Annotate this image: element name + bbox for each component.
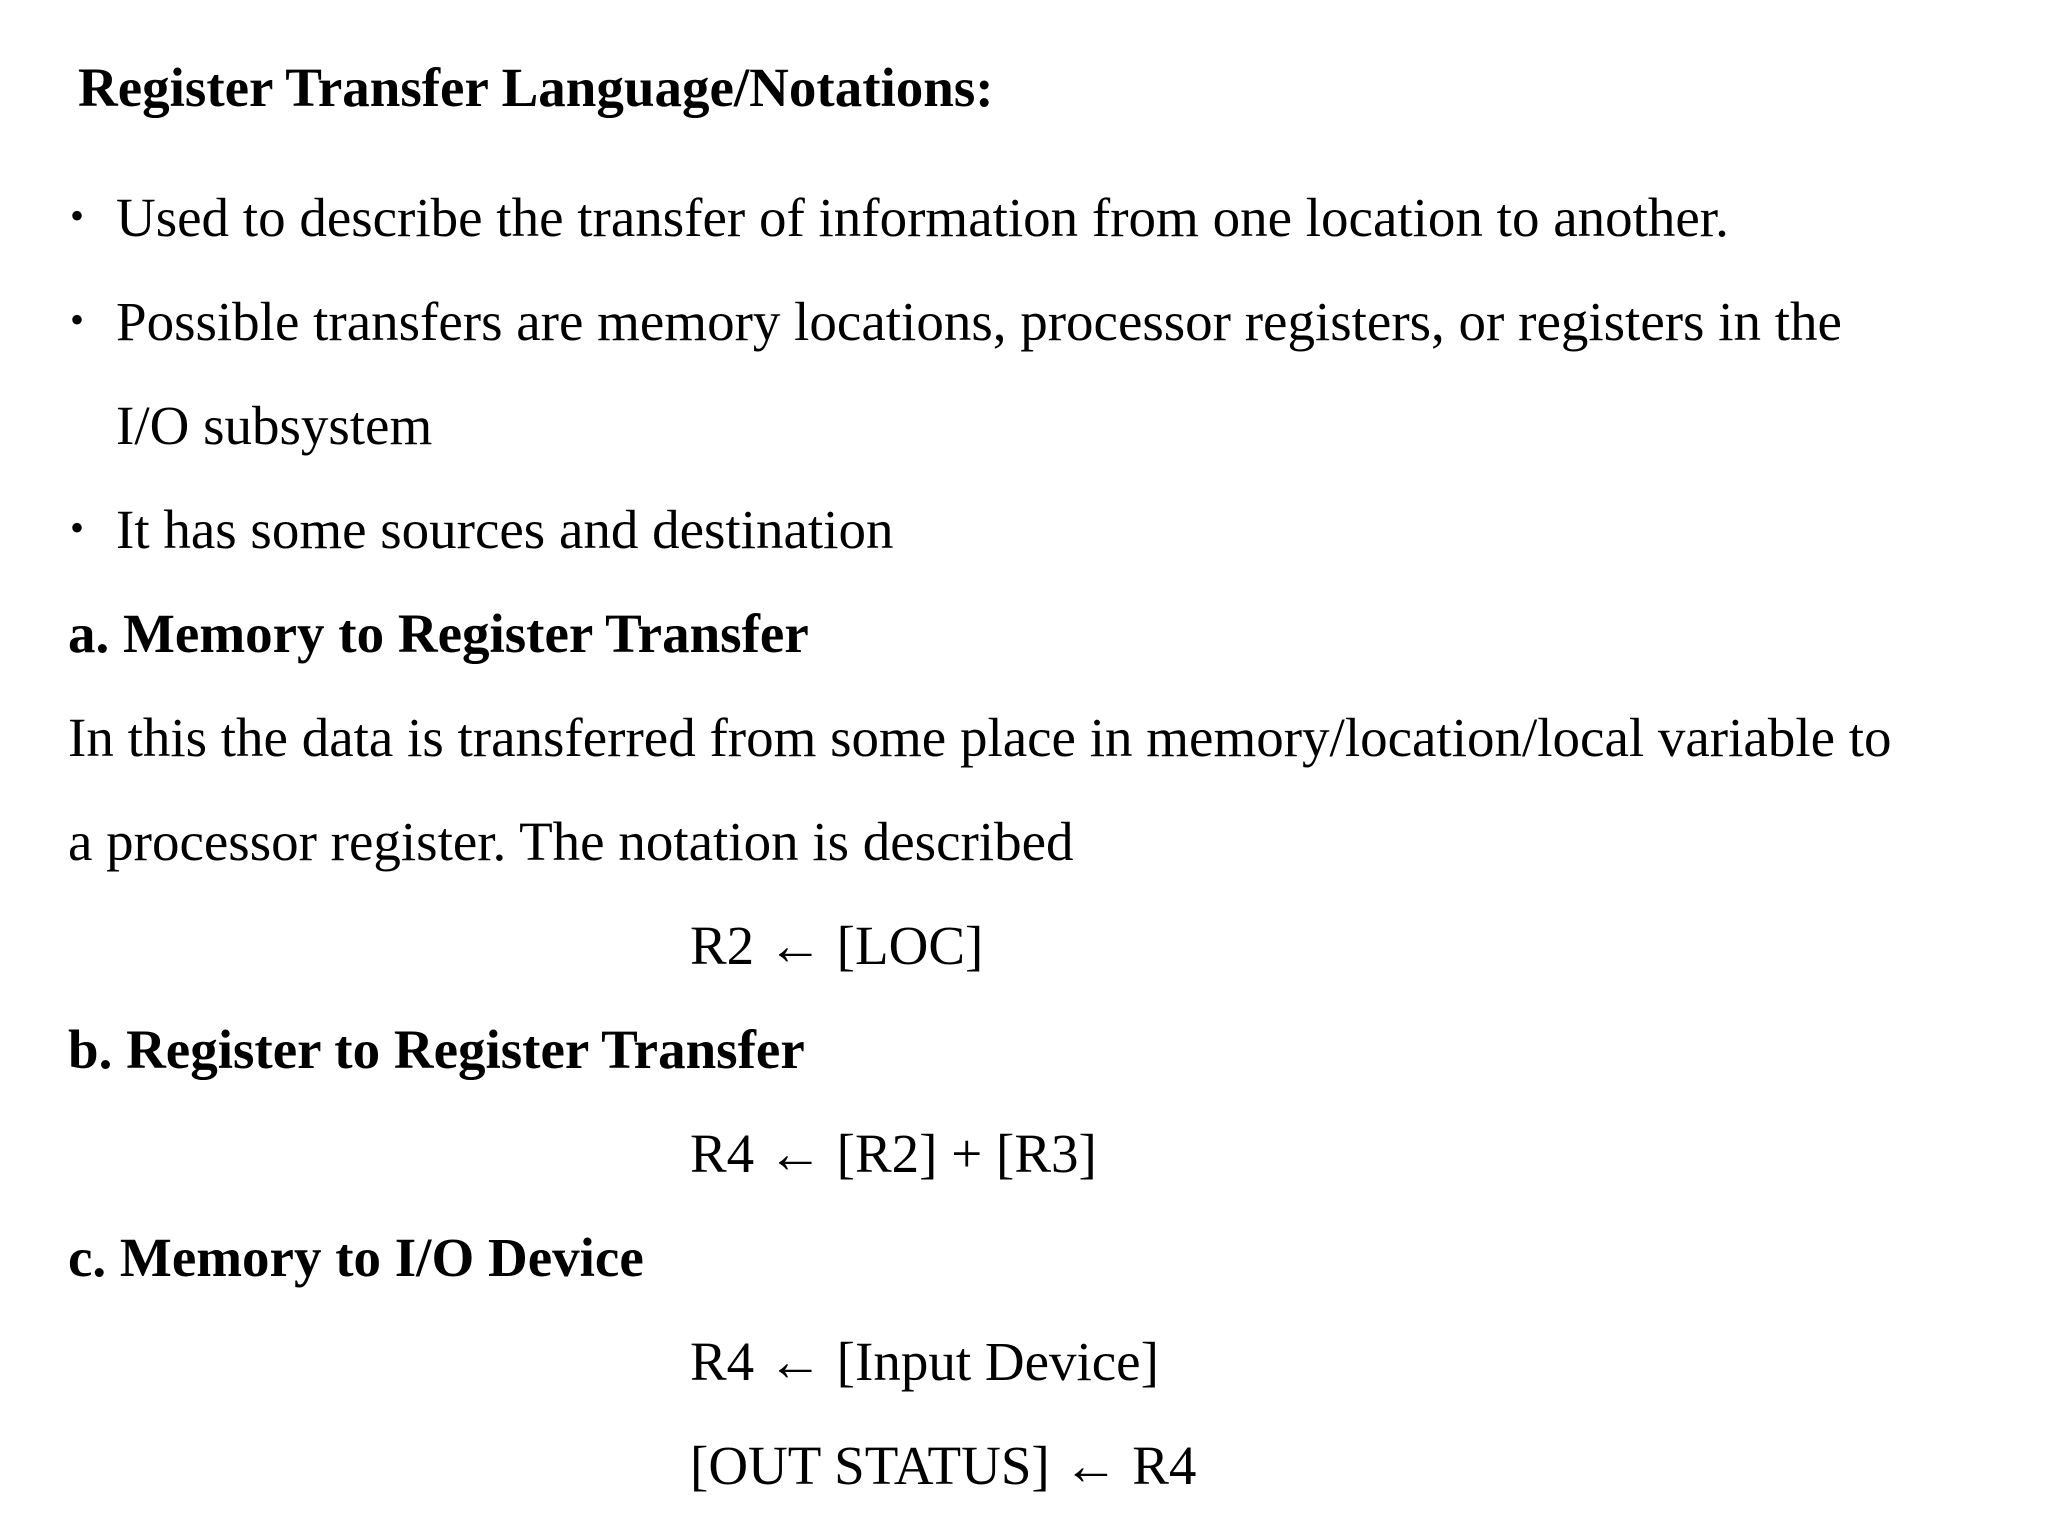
- bullet-dot: •: [70, 297, 85, 342]
- section-c-title: c. Memory to I/O Device: [68, 1227, 644, 1288]
- section-a-body: In this the data is transferred from some place in memory/location/local variable to: [68, 707, 1892, 768]
- bullet-text: Used to describe the transfer of information from one location to another.: [116, 187, 1729, 248]
- section-a-formula: R2 ← [LOC]: [690, 915, 984, 976]
- section-b-formula: R4 ← [R2] + [R3]: [690, 1123, 1097, 1184]
- bullet-text: Possible transfers are memory locations, processor registers, or registers in the: [116, 291, 1842, 352]
- bullet-dot: •: [70, 193, 85, 238]
- bullet-text: It has some sources and destination: [116, 499, 894, 560]
- section-c-formula: [OUT STATUS] ← R4: [690, 1435, 1197, 1496]
- bullet-dot: •: [70, 505, 85, 550]
- bullet-text-continuation: I/O subsystem: [116, 395, 433, 456]
- section-a-body: a processor register. The notation is described: [68, 811, 1074, 872]
- section-a-title: a. Memory to Register Transfer: [68, 603, 809, 664]
- page-heading: Register Transfer Language/Notations:: [78, 57, 994, 118]
- section-b-title: b. Register to Register Transfer: [68, 1019, 805, 1080]
- section-c-formula: R4 ← [Input Device]: [690, 1331, 1159, 1392]
